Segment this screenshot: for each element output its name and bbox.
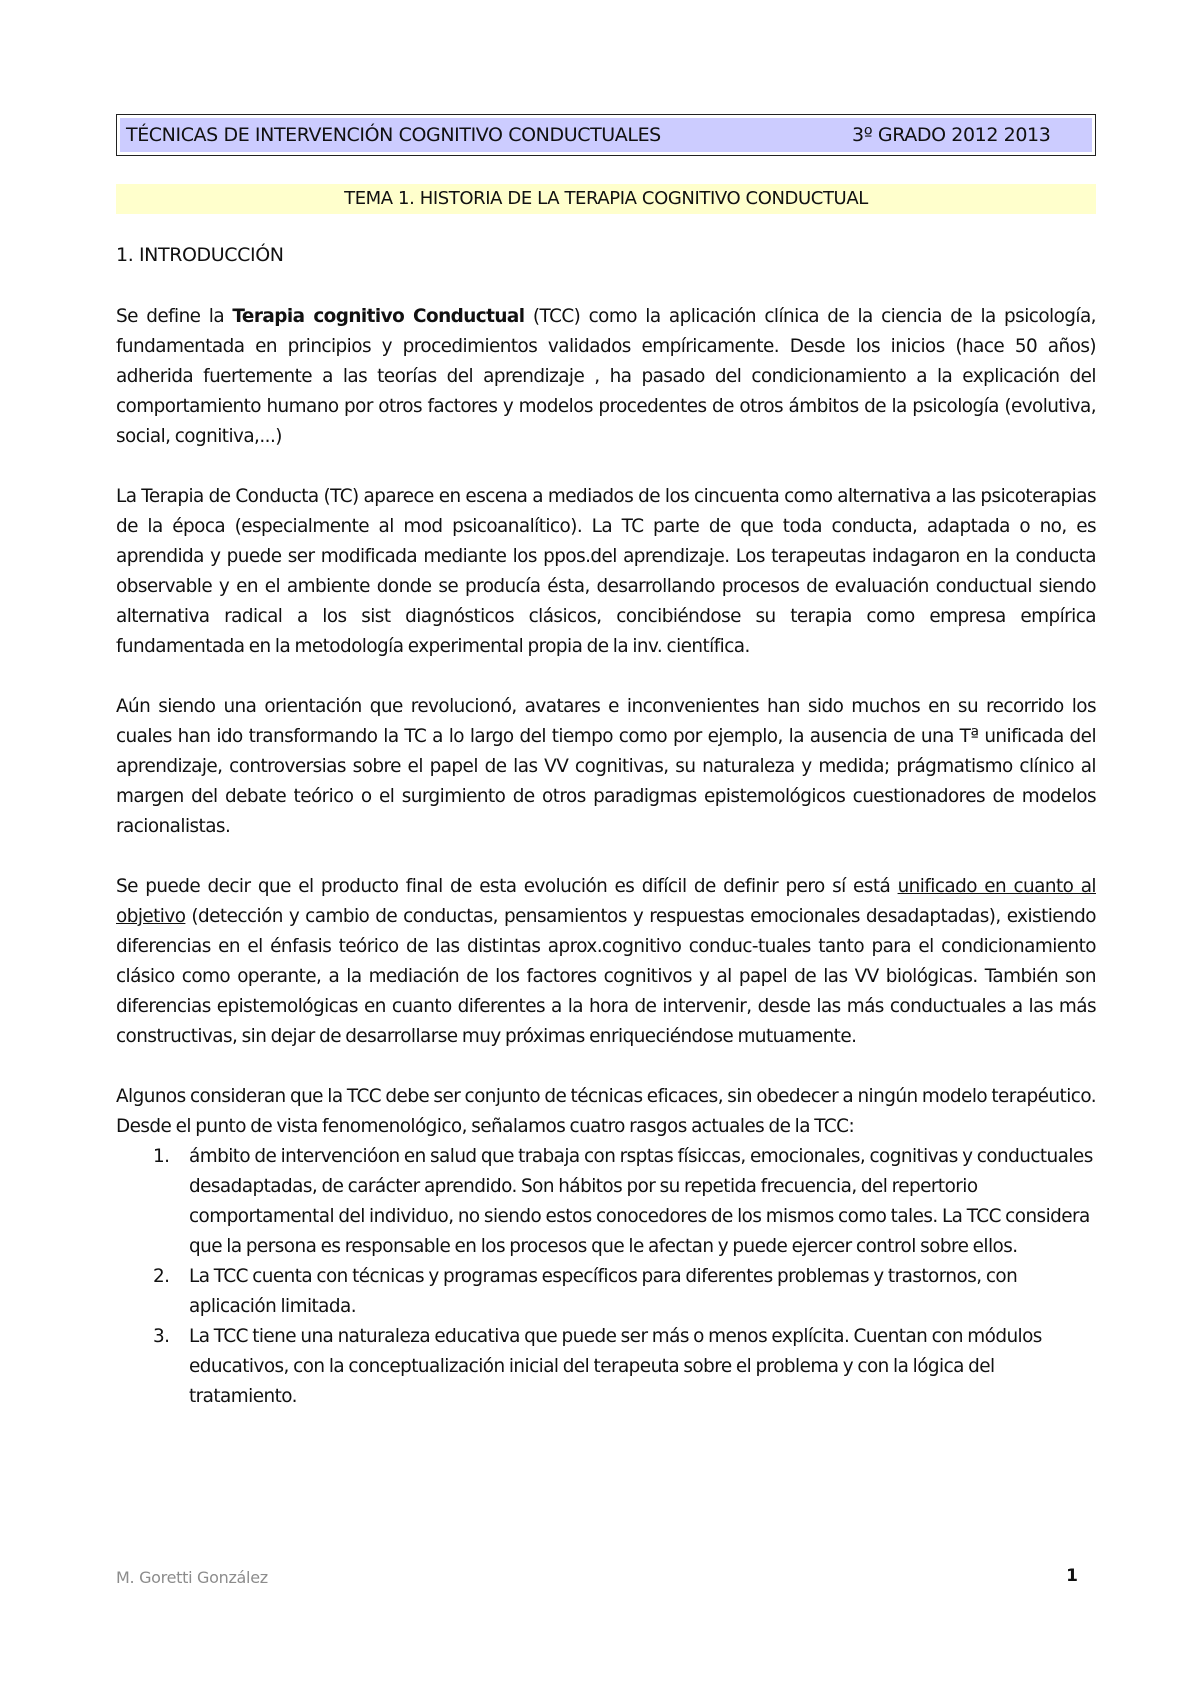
course-grade: 3º GRADO 2012 2013 (852, 124, 1051, 146)
list-item-text: La TCC tiene una naturaleza educativa que puede ser más o menos explícita. Cuentan con módulos educativos, con la conceptualización inicial del terapeuta sobre el problema y con la lógica del tratamiento. (189, 1326, 1042, 1407)
bold-term: Terapia cognitivo Conductual (232, 306, 525, 327)
list-number: 3. (153, 1326, 170, 1347)
paragraph-text: Se define la (116, 306, 233, 327)
paragraph-text: (detección y cambio de conductas, pensamientos y respuestas emocionales desadaptadas), existiendo diferencias en el énfasis teórico de las distintas aprox.cognitivo conduc-tuales tanto para el condicionamiento clásico como operante, a la mediación de los factores cognitivos y al papel de las VV biológicas. También son diferencias epistemológicas en cuanto diferentes a la hora de intervenir, desde las más conductuales a las más constructivas, sin dejar de desarrollarse muy próximas enriqueciéndose mutuamente. (116, 906, 1096, 1047)
paragraph-text: Se puede decir que el producto final de esta evolución es difícil de definir pero sí está (116, 876, 898, 897)
list-item (116, 1322, 1096, 1412)
paragraph-3: Aún siendo una orientación que revolucionó, avatares e inconvenientes han sido muchos en su recorrido los cuales han ido transformando la TC a lo largo del tiempo como por ejemplo, la ausencia de una Tª unificada del aprendizaje, controversias sobre el papel de las VV cognitivas, su naturaleza y medida; prágmatismo clínico al margen del debate teórico o el surgimiento de otros paradigmas epistemológicos cuestionadores de modelos racionalistas. (116, 696, 1096, 837)
list-item-text: La TCC cuenta con técnicas y programas específicos para diferentes problemas y trastornos, con aplicación limitada. (189, 1266, 1018, 1317)
list-number: 2. (153, 1266, 170, 1287)
paragraph-1 (116, 302, 1096, 452)
traits-list (116, 1142, 1096, 1412)
paragraph-2: La Terapia de Conducta (TC) aparece en escena a mediados de los cincuenta como alternativa a las psicoterapias de la época (especialmente al mod psicoanalítico). La TC parte de que toda conducta, adaptada o no, es aprendida y puede ser modificada mediante los ppos.del aprendizaje. Los terapeutas indagaron en la conducta observable y en el ambiente donde se producía ésta, desarrollando procesos de evaluación conductual siendo alternativa radical a los sist diagnósticos clásicos, concibiéndose su terapia como empresa empírica fundamentada en la metodología experimental propia de la inv. científica. (116, 486, 1096, 657)
document-body (116, 302, 1096, 1412)
underlined-phrase: unificado en cuanto al objetivo (116, 876, 1096, 927)
paragraph-4 (116, 872, 1096, 1052)
page-number: 1 (1066, 1566, 1078, 1586)
list-item-text: ámbito de intervencióon en salud que trabaja con rsptas físiccas, emocionales, cognitivas y conductuales desadaptadas, de carácter aprendido. Son hábitos por su repetida frecuencia, del repertorio comportamental del individuo, no siendo estos conocedores de los mismos como tales. La TCC considera que la persona es responsable en los procesos que le afectan y puede ejercer control sobre ellos. (189, 1146, 1093, 1257)
topic-title: TEMA 1. HISTORIA DE LA TERAPIA COGNITIVO CONDUCTUAL (116, 184, 1096, 214)
paragraph-5: Algunos consideran que la TCC debe ser conjunto de técnicas eficaces, sin obedecer a ningún modelo terapéutico. Desde el punto de vista fenomenológico, señalamos cuatro rasgos actuales de la TCC: (116, 1086, 1096, 1137)
list-number: 1. (153, 1146, 170, 1167)
footer-author: M. Goretti González (116, 1568, 268, 1587)
document-page (116, 0, 1096, 1698)
section-title: 1. INTRODUCCIÓN (116, 244, 284, 266)
paragraph-text: (TCC) como la aplicación clínica de la ciencia de la psicología, fundamentada en principios y procedimientos validados empíricamente. Desde los inicios (hace 50 años) adherida fuertemente a las teorías del aprendizaje , ha pasado del condicionamiento a la explicación del comportamiento humano por otros factores y modelos procedentes de otros ámbitos de la psicología (evolutiva, social, cognitiva,...) (116, 306, 1096, 447)
list-item (116, 1142, 1096, 1262)
header-band (120, 118, 1092, 152)
course-subject: TÉCNICAS DE INTERVENCIÓN COGNITIVO CONDUCTUALES (126, 124, 661, 146)
document-header (116, 114, 1096, 156)
list-item (116, 1262, 1096, 1322)
